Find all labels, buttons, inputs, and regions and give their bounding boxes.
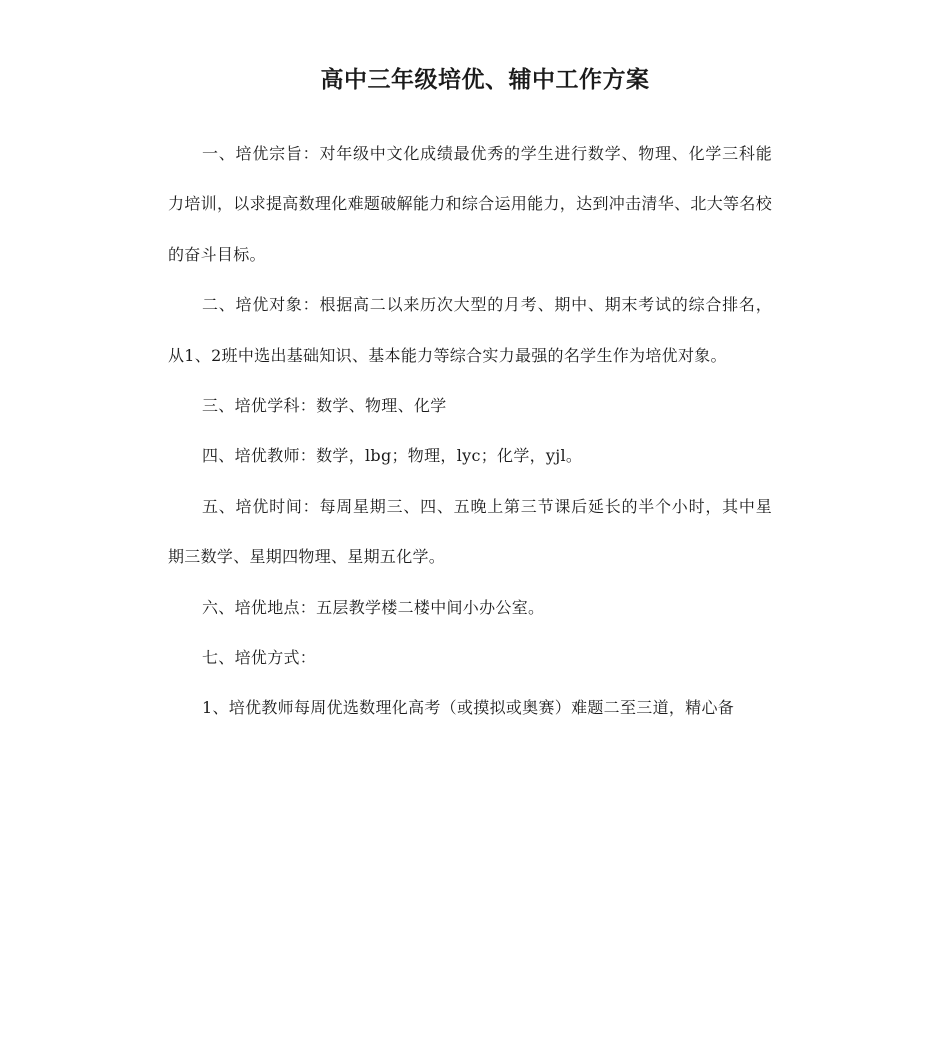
paragraph-subjects: 三、培优学科：数学、物理、化学 [202,396,447,416]
paragraph-teachers: 四、培优教师：数学，lbg；物理，lyc；化学，yjl。 [202,446,583,466]
paragraph-method-item-1: 1、培优教师每周优选数理化高考（或摸拟或奥赛）难题二至三道，精心备 [202,698,735,718]
paragraph-method-heading: 七、培优方式： [202,648,317,668]
document-title: 高中三年级培优、辅中工作方案 [320,67,650,93]
document-body [168,129,772,734]
paragraph-location: 六、培优地点：五层教学楼二楼中间小办公室。 [202,597,545,617]
paragraph-schedule: 五、培优时间：每周星期三、四、五晚上第三节课后延长的半个小时，其中星期三数学、星期四物理、星期五化学。 [168,496,772,567]
paragraph-target-students: 二、培优对象：根据高二以来历次大型的月考、期中、期末考试的综合排名，从1、2班中选出基础知识、基本能力等综合实力最强的名学生作为培优对象。 [168,295,772,365]
paragraph-purpose: 一、培优宗旨：对年级中文化成绩最优秀的学生进行数学、物理、化学三科能力培训，以求提高数理化难题破解能力和综合运用能力，达到冲击清华、北大等名校的奋斗目标。 [168,144,772,264]
